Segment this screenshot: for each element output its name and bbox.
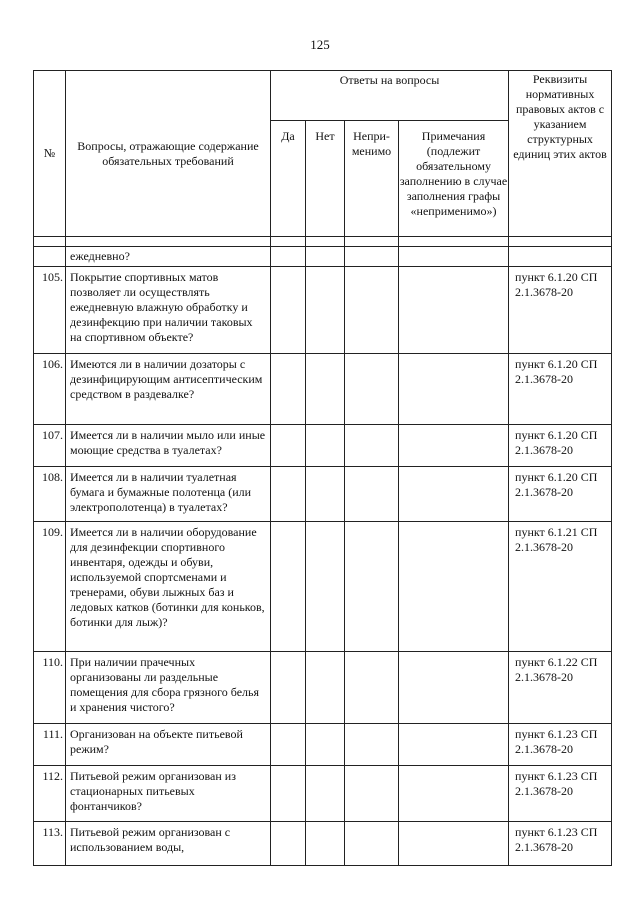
notes-cell[interactable] (399, 652, 509, 724)
header-requisites: Реквизиты нормативных правовых актов с указанием структурных единиц этих актов (509, 71, 612, 237)
answer-no-cell[interactable] (306, 822, 345, 866)
answer-yes-cell[interactable] (271, 652, 306, 724)
row-num: 105. (34, 267, 66, 354)
notes-cell[interactable] (399, 724, 509, 766)
row-ref: пункт 6.1.23 СП 2.1.3678-20 (509, 724, 612, 766)
checklist-table (33, 70, 612, 866)
answer-na-cell[interactable] (345, 354, 399, 425)
row-num: 106. (34, 354, 66, 425)
answer-no-cell[interactable] (306, 766, 345, 822)
table-row (34, 652, 612, 724)
row-question: Питьевой режим организован с использованием воды, (66, 822, 271, 866)
answer-yes-cell[interactable] (271, 522, 306, 652)
row-question: Покрытие спортивных матов позволяет ли осуществлять ежедневную влажную обработку и дезинфекцию при наличии таковых на спортивном объекте? (66, 267, 271, 354)
notes-cell[interactable] (399, 354, 509, 425)
answer-no-cell[interactable] (306, 425, 345, 467)
row-num: 108. (34, 467, 66, 522)
answer-na-cell[interactable] (345, 425, 399, 467)
answer-na-cell[interactable] (345, 467, 399, 522)
row-ref: пункт 6.1.22 СП 2.1.3678-20 (509, 652, 612, 724)
answer-na-cell[interactable] (345, 522, 399, 652)
row-ref: пункт 6.1.23 СП 2.1.3678-20 (509, 822, 612, 866)
row-ref: пункт 6.1.20 СП 2.1.3678-20 (509, 467, 612, 522)
row-question: Имеется ли в наличии мыло или иные моющие средства в туалетах? (66, 425, 271, 467)
answer-na-cell[interactable] (345, 724, 399, 766)
notes-cell[interactable] (399, 425, 509, 467)
answer-no-cell[interactable] (306, 522, 345, 652)
row-num: 110. (34, 652, 66, 724)
answer-yes-cell[interactable] (271, 467, 306, 522)
notes-cell[interactable] (399, 822, 509, 866)
notes-cell[interactable] (399, 522, 509, 652)
notes-cell[interactable] (399, 766, 509, 822)
table-row (34, 354, 612, 425)
row-num: 112. (34, 766, 66, 822)
header-question: Вопросы, отражающие содержание обязательных требований (66, 71, 271, 237)
answer-no-cell[interactable] (306, 724, 345, 766)
answer-yes-cell[interactable] (271, 724, 306, 766)
row-question: Организован на объекте питьевой режим? (66, 724, 271, 766)
row-ref: пункт 6.1.20 СП 2.1.3678-20 (509, 354, 612, 425)
continuation-text: ежедневно? (66, 247, 271, 267)
row-num: 109. (34, 522, 66, 652)
table-row (34, 267, 612, 354)
answer-yes-cell[interactable] (271, 425, 306, 467)
notes-cell[interactable] (399, 467, 509, 522)
answer-no-cell[interactable] (306, 354, 345, 425)
answer-yes-cell[interactable] (271, 354, 306, 425)
notes-cell[interactable] (399, 267, 509, 354)
table-row (34, 467, 612, 522)
header-notes: Примечания (подлежит обязательному заполнению в случае заполнения графы «неприменимо») (399, 121, 509, 237)
row-num: 111. (34, 724, 66, 766)
row-num: 107. (34, 425, 66, 467)
answer-no-cell[interactable] (306, 652, 345, 724)
answer-na-cell[interactable] (345, 766, 399, 822)
table-row (34, 724, 612, 766)
row-question: Имеется ли в наличии туалетная бумага и бумажные полотенца (или электрополотенца) в туалетах? (66, 467, 271, 522)
answer-na-cell[interactable] (345, 652, 399, 724)
header-num: № (34, 71, 66, 237)
table-row (34, 425, 612, 467)
answer-no-cell[interactable] (306, 267, 345, 354)
answer-na-cell[interactable] (345, 822, 399, 866)
row-ref: пункт 6.1.20 СП 2.1.3678-20 (509, 425, 612, 467)
header-yes: Да (271, 121, 306, 237)
answer-no-cell[interactable] (306, 467, 345, 522)
spacer-row (34, 237, 612, 247)
row-question: Питьевой режим организован из стационарных питьевых фонтанчиков? (66, 766, 271, 822)
answer-yes-cell[interactable] (271, 822, 306, 866)
row-ref: пункт 6.1.23 СП 2.1.3678-20 (509, 766, 612, 822)
answer-yes-cell[interactable] (271, 766, 306, 822)
row-question: Имеются ли в наличии дозаторы с дезинфицирующим антисептическим средством в раздевалке? (66, 354, 271, 425)
answer-na-cell[interactable] (345, 267, 399, 354)
header-not-applicable: Непри-менимо (345, 121, 399, 237)
header-answers: Ответы на вопросы (271, 71, 509, 121)
table-row (34, 766, 612, 822)
continuation-row (34, 247, 612, 267)
row-question: Имеется ли в наличии оборудование для дезинфекции спортивного инвентаря, одежды и обуви, используемой спортсменами и тренерами, обуви лыжных баз и ледовых катков (ботинки для коньков, ботинки для лыж)? (66, 522, 271, 652)
row-num: 113. (34, 822, 66, 866)
answer-yes-cell[interactable] (271, 267, 306, 354)
row-question: При наличии прачечных организованы ли раздельные помещения для сбора грязного белья и хранения чистого? (66, 652, 271, 724)
header-no: Нет (306, 121, 345, 237)
row-ref: пункт 6.1.20 СП 2.1.3678-20 (509, 267, 612, 354)
table-row (34, 522, 612, 652)
page-number: 125 (310, 37, 330, 52)
row-ref: пункт 6.1.21 СП 2.1.3678-20 (509, 522, 612, 652)
table-row (34, 822, 612, 866)
